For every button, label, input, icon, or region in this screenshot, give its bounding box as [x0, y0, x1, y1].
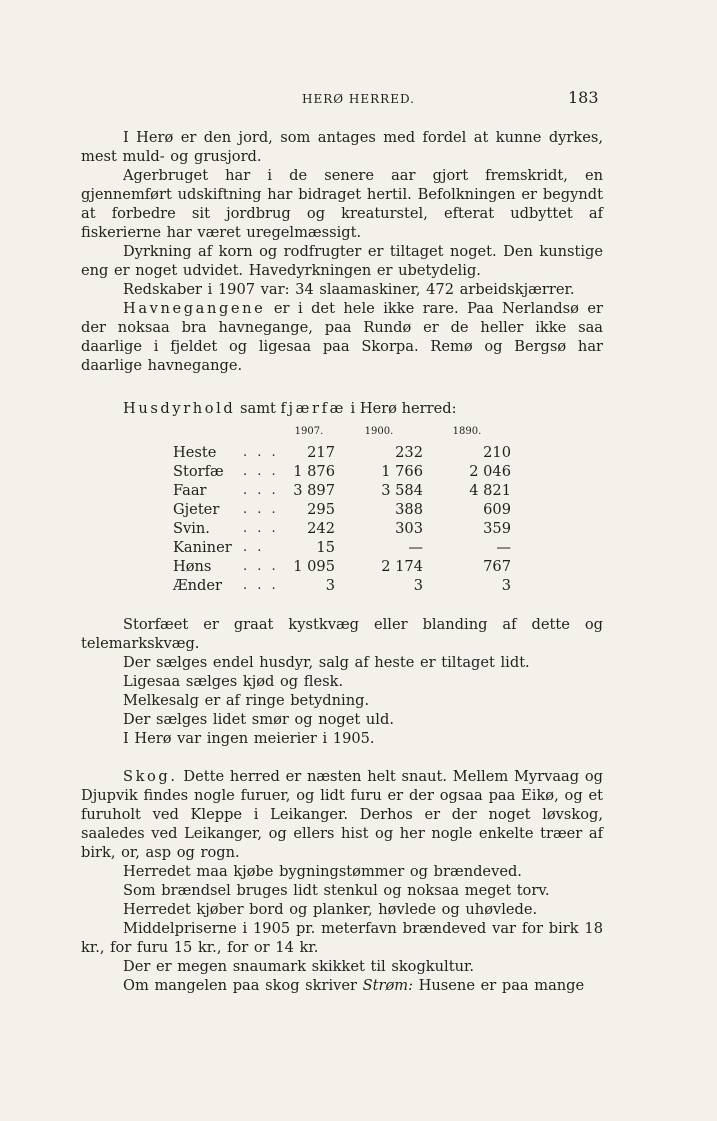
value-1907: 3 897: [293, 482, 335, 499]
leader-dots: . . .: [243, 521, 279, 536]
value-1890: 4 821: [469, 482, 511, 499]
leader-dots: . . .: [243, 578, 279, 593]
animal-name: Heste: [173, 444, 217, 461]
value-1900: 388: [395, 501, 423, 518]
table-row: [173, 481, 511, 500]
page-number: 183: [568, 88, 599, 107]
paragraph-soil: I Herø er den jord, som antages med fordel at kunne dyrkes, mest muld- og grusjord.: [81, 129, 603, 165]
paragraph-forest: [81, 767, 603, 862]
value-1890: 3: [501, 577, 511, 594]
paragraph-prices: Middelpriserne i 1905 pr. meterfavn brændeved var for birk 18 kr., for furu 15 kr., for or 14 kr.: [81, 920, 603, 956]
paragraph-meat-sales: Ligesaa sælges kjød og flesk.: [123, 673, 344, 690]
value-1907: 295: [307, 501, 335, 518]
animal-name: Storfæ: [173, 463, 224, 480]
leader-dots: . . .: [243, 483, 279, 498]
table-row: [173, 538, 511, 557]
table-header-row: [173, 422, 511, 443]
year-header: 1890.: [452, 426, 482, 437]
pasture-heading: Havnegangene: [123, 300, 266, 317]
value-1890: —: [496, 539, 511, 556]
paragraph-livestock-sales: Der sælges endel husdyr, salg af heste er tiltaget lidt.: [123, 654, 530, 671]
leader-dots: . . .: [243, 464, 279, 479]
table-row: [173, 443, 511, 462]
value-1907: 242: [307, 520, 335, 537]
paragraph-tools: Redskaber i 1907 var: 34 slaamaskiner, 472 arbeidskjærrer.: [123, 281, 575, 298]
forest-text: Dette herred er næsten helt snaut. Mellem Myrvaag og Djupvik findes nogle furuer, og lidt furu er der ogsaa paa Eikø, og et furuholt ved Kleppe i Leikanger. Derhos er der noget løvskog, saaledes ved Leikanger, og ellers hist og her nogle enkelte træer af birk, or, asp og rogn.: [81, 768, 603, 861]
value-1907: 3: [325, 577, 335, 594]
value-1900: —: [408, 539, 423, 556]
value-1907: 15: [316, 539, 335, 556]
value-1900: 303: [395, 520, 423, 537]
table-row: [173, 519, 511, 538]
paragraph-agriculture: Agerbruget har i de senere aar gjort fremskridt, en gjennemført udskiftning har bidraget hertil. Befolkningen er begyndt at forbedre sit jordbrug og kreaturstel, efterat udbyttet af fiskerierne har været uregelmæssigt.: [81, 167, 603, 241]
animal-name: Ænder: [173, 577, 222, 594]
running-title: HERØ HERRED.: [302, 92, 415, 106]
year-header: 1907.: [294, 426, 324, 437]
leader-dots: . .: [243, 540, 265, 555]
value-1890: 210: [483, 444, 511, 461]
paragraph-butter-wool: Der sælges lidet smør og noget uld.: [123, 711, 394, 728]
author-name: Strøm:: [362, 977, 414, 994]
value-1907: 1 095: [293, 558, 335, 575]
paragraph-strom: Om mangelen paa skog skriver Strøm: Husene er paa mange: [123, 977, 585, 994]
year-header: 1900.: [364, 426, 394, 437]
paragraph-dairies: I Herø var ingen meierier i 1905.: [123, 730, 375, 747]
value-1900: 232: [395, 444, 423, 461]
paragraph-boards: Herredet kjøber bord og planker, høvlede og uhøvlede.: [123, 901, 538, 918]
leader-dots: . . .: [243, 445, 279, 460]
paragraph-fuel: Som brændsel bruges lidt stenkul og noksaa meget torv.: [123, 882, 550, 899]
livestock-caption: Husdyrhold samt fjærfæ i Herø herred:: [123, 400, 457, 417]
value-1907: 217: [307, 444, 335, 461]
animal-name: Faar: [173, 482, 207, 499]
value-1900: 2 174: [381, 558, 423, 575]
livestock-table: [173, 422, 511, 595]
animal-name: Kaniner: [173, 539, 232, 556]
paragraph-cattle-breed: Storfæet er graat kystkvæg eller blanding af dette og telemarkskvæg.: [81, 616, 603, 652]
livestock-section: [81, 399, 603, 595]
value-1900: 3 584: [381, 482, 423, 499]
paragraph-pasture: [81, 299, 603, 375]
pasture-text: er i det hele ikke rare. Paa Nerlandsø er der noksaa bra havnegange, paa Rundø er de heller ikke saa daarlige i fjeldet og ligesaa paa Skorpa. Remø og Bergsø har daarlige havnegange.: [81, 300, 603, 374]
paragraph-snaumark: Der er megen snaumark skikket til skogkultur.: [123, 958, 474, 975]
value-1900: 1 766: [381, 463, 423, 480]
leader-dots: . . .: [243, 502, 279, 517]
animal-name: Svin.: [173, 520, 210, 537]
table-row: [173, 500, 511, 519]
animal-name: Høns: [173, 558, 212, 575]
value-1890: 359: [483, 520, 511, 537]
forest-heading: Skog.: [123, 768, 178, 785]
table-row: [173, 557, 511, 576]
table-row: [173, 462, 511, 481]
value-1900: 3: [413, 577, 423, 594]
value-1907: 1 876: [293, 463, 335, 480]
leader-dots: . . .: [243, 559, 279, 574]
value-1890: 609: [483, 501, 511, 518]
value-1890: 2 046: [469, 463, 511, 480]
paragraph-crops: Dyrkning af korn og rodfrugter er tiltaget noget. Den kunstige eng er noget udvidet. Havedyrkningen er ubetydelig.: [81, 243, 603, 279]
paragraph-timber: Herredet maa kjøbe bygningstømmer og brændeved.: [123, 863, 522, 880]
value-1890: 767: [483, 558, 511, 575]
body-text: [81, 128, 603, 995]
table-row: [173, 576, 511, 595]
animal-name: Gjeter: [173, 501, 220, 518]
paragraph-milk-sales: Melkesalg er af ringe betydning.: [123, 692, 370, 709]
